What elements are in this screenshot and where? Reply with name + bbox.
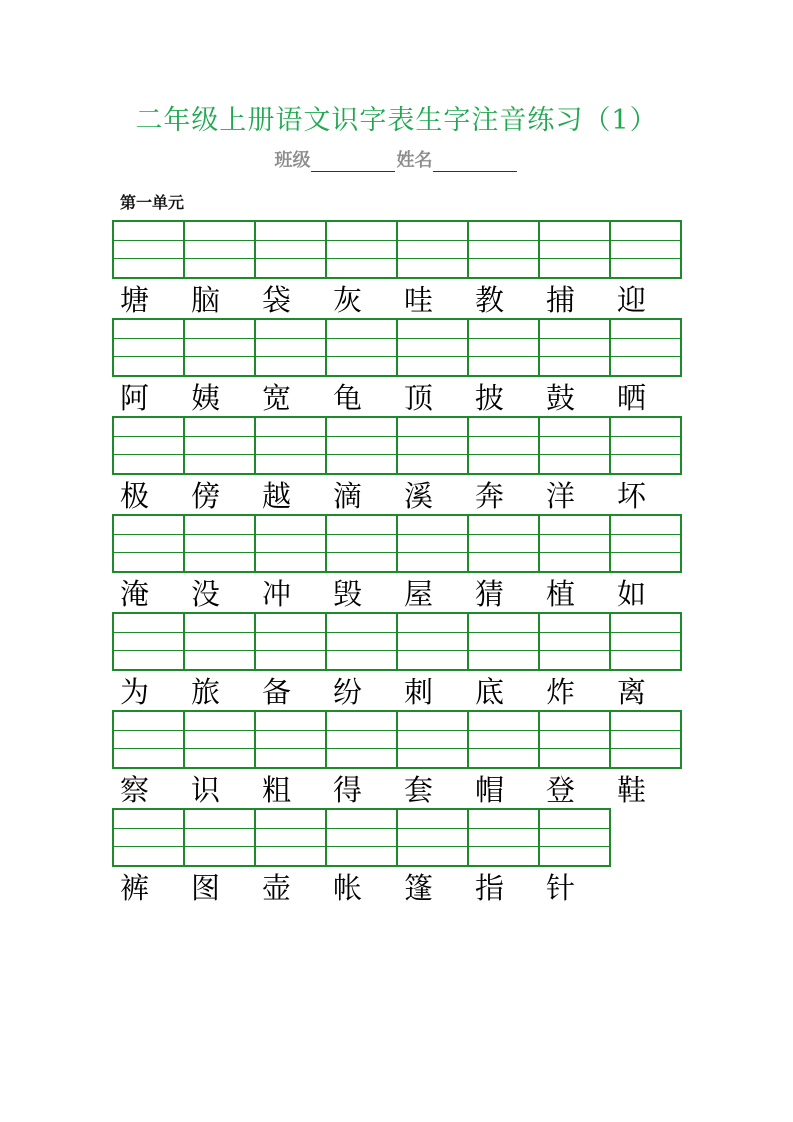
name-blank[interactable]	[433, 153, 517, 172]
hanzi-character: 裤	[120, 871, 150, 905]
name-label: 姓名	[396, 150, 433, 171]
hanzi-character: 屋	[404, 577, 434, 611]
practice-row	[112, 318, 682, 416]
hanzi-character: 毁	[333, 577, 363, 611]
hanzi-character: 洋	[546, 479, 576, 513]
pinyin-cell[interactable]	[185, 614, 256, 669]
hanzi-character: 溪	[404, 479, 434, 513]
pinyin-cell[interactable]	[469, 418, 540, 473]
pinyin-grid	[112, 514, 682, 573]
hanzi-character: 塘	[120, 283, 150, 317]
character-row	[112, 870, 611, 906]
character-row	[112, 478, 682, 514]
pinyin-cell[interactable]	[398, 810, 469, 865]
hanzi-character: 傍	[191, 479, 221, 513]
pinyin-cell[interactable]	[114, 222, 185, 277]
pinyin-cell[interactable]	[256, 614, 327, 669]
student-info-line	[0, 146, 793, 172]
hanzi-character: 哇	[404, 283, 434, 317]
pinyin-cell[interactable]	[611, 222, 682, 277]
pinyin-cell[interactable]	[469, 222, 540, 277]
pinyin-cell[interactable]	[540, 614, 611, 669]
pinyin-cell[interactable]	[185, 810, 256, 865]
hanzi-character: 针	[546, 871, 576, 905]
hanzi-character: 滴	[333, 479, 363, 513]
hanzi-character: 图	[191, 871, 221, 905]
hanzi-character: 粗	[262, 773, 292, 807]
hanzi-character: 刺	[404, 675, 434, 709]
character-row	[112, 576, 682, 612]
pinyin-cell[interactable]	[114, 516, 185, 571]
pinyin-cell[interactable]	[469, 712, 540, 767]
hanzi-character: 教	[475, 283, 505, 317]
practice-row	[112, 710, 682, 808]
hanzi-character: 阿	[120, 381, 150, 415]
hanzi-character: 鼓	[546, 381, 576, 415]
hanzi-character: 姨	[191, 381, 221, 415]
hanzi-character: 套	[404, 773, 434, 807]
hanzi-character: 帐	[333, 871, 363, 905]
hanzi-character: 袋	[262, 283, 292, 317]
pinyin-cell[interactable]	[540, 712, 611, 767]
pinyin-cell[interactable]	[611, 418, 682, 473]
hanzi-character: 宽	[262, 381, 292, 415]
hanzi-character: 猜	[475, 577, 505, 611]
class-label: 班级	[274, 150, 311, 171]
hanzi-character: 识	[191, 773, 221, 807]
hanzi-character: 篷	[404, 871, 434, 905]
class-blank[interactable]	[311, 153, 395, 172]
pinyin-cell[interactable]	[256, 222, 327, 277]
practice-row	[112, 612, 682, 710]
hanzi-character: 备	[262, 675, 292, 709]
hanzi-character: 壶	[262, 871, 292, 905]
pinyin-cell[interactable]	[185, 320, 256, 375]
hanzi-character: 得	[333, 773, 363, 807]
hanzi-character: 龟	[333, 381, 363, 415]
pinyin-cell[interactable]	[469, 810, 540, 865]
pinyin-cell[interactable]	[327, 320, 398, 375]
pinyin-cell[interactable]	[185, 516, 256, 571]
hanzi-character: 极	[120, 479, 150, 513]
pinyin-cell[interactable]	[327, 712, 398, 767]
pinyin-grid	[112, 710, 682, 769]
hanzi-character: 没	[191, 577, 221, 611]
pinyin-grid	[112, 808, 611, 867]
hanzi-character: 察	[120, 773, 150, 807]
pinyin-cell[interactable]	[398, 516, 469, 571]
character-row	[112, 772, 682, 808]
hanzi-character: 顶	[404, 381, 434, 415]
hanzi-character: 冲	[262, 577, 292, 611]
pinyin-cell[interactable]	[185, 712, 256, 767]
pinyin-cell[interactable]	[469, 614, 540, 669]
pinyin-cell[interactable]	[114, 810, 185, 865]
pinyin-cell[interactable]	[114, 320, 185, 375]
pinyin-cell[interactable]	[185, 222, 256, 277]
unit-heading: 第一单元	[120, 193, 185, 212]
hanzi-character: 登	[546, 773, 576, 807]
pinyin-cell[interactable]	[540, 320, 611, 375]
pinyin-cell[interactable]	[469, 320, 540, 375]
pinyin-grid	[112, 220, 682, 279]
character-row	[112, 282, 682, 318]
hanzi-character: 旅	[191, 675, 221, 709]
pinyin-cell[interactable]	[611, 712, 682, 767]
hanzi-character: 灰	[333, 283, 363, 317]
pinyin-cell[interactable]	[611, 516, 682, 571]
practice-row	[112, 808, 611, 906]
pinyin-cell[interactable]	[256, 810, 327, 865]
hanzi-character: 晒	[617, 381, 647, 415]
pinyin-cell[interactable]	[327, 516, 398, 571]
pinyin-cell[interactable]	[398, 222, 469, 277]
pinyin-cell[interactable]	[327, 614, 398, 669]
hanzi-character: 脑	[191, 283, 221, 317]
pinyin-grid	[112, 318, 682, 377]
hanzi-character: 奔	[475, 479, 505, 513]
hanzi-character: 淹	[120, 577, 150, 611]
pinyin-cell[interactable]	[611, 320, 682, 375]
character-row	[112, 674, 682, 710]
pinyin-cell[interactable]	[540, 418, 611, 473]
hanzi-character: 炸	[546, 675, 576, 709]
pinyin-cell[interactable]	[256, 712, 327, 767]
pinyin-cell[interactable]	[114, 614, 185, 669]
pinyin-cell[interactable]	[398, 418, 469, 473]
practice-row	[112, 416, 682, 514]
hanzi-character: 帽	[475, 773, 505, 807]
pinyin-cell[interactable]	[327, 418, 398, 473]
hanzi-character: 捕	[546, 283, 576, 317]
hanzi-character: 为	[120, 675, 150, 709]
page-title: 二年级上册语文识字表生字注音练习（1）	[135, 105, 658, 136]
hanzi-character: 坏	[617, 479, 647, 513]
pinyin-cell[interactable]	[540, 222, 611, 277]
pinyin-cell[interactable]	[114, 712, 185, 767]
hanzi-character: 如	[617, 577, 647, 611]
character-row	[112, 380, 682, 416]
hanzi-character: 迎	[617, 283, 647, 317]
practice-row	[112, 220, 682, 318]
hanzi-character: 鞋	[617, 773, 647, 807]
pinyin-cell[interactable]	[256, 418, 327, 473]
pinyin-cell[interactable]	[469, 516, 540, 571]
pinyin-cell[interactable]	[256, 320, 327, 375]
hanzi-character: 指	[475, 871, 505, 905]
pinyin-cell[interactable]	[185, 418, 256, 473]
hanzi-character: 离	[617, 675, 647, 709]
hanzi-character: 披	[475, 381, 505, 415]
pinyin-cell[interactable]	[327, 810, 398, 865]
pinyin-cell[interactable]	[327, 222, 398, 277]
hanzi-character: 纷	[333, 675, 363, 709]
pinyin-cell[interactable]	[398, 712, 469, 767]
pinyin-cell[interactable]	[611, 614, 682, 669]
pinyin-cell[interactable]	[540, 516, 611, 571]
practice-row	[112, 514, 682, 612]
pinyin-cell[interactable]	[540, 810, 611, 865]
pinyin-cell[interactable]	[256, 516, 327, 571]
pinyin-grid	[112, 612, 682, 671]
hanzi-character: 越	[262, 479, 292, 513]
pinyin-cell[interactable]	[114, 418, 185, 473]
hanzi-character: 植	[546, 577, 576, 611]
pinyin-cell[interactable]	[398, 614, 469, 669]
pinyin-grid	[112, 416, 682, 475]
pinyin-cell[interactable]	[398, 320, 469, 375]
hanzi-character: 底	[475, 675, 505, 709]
